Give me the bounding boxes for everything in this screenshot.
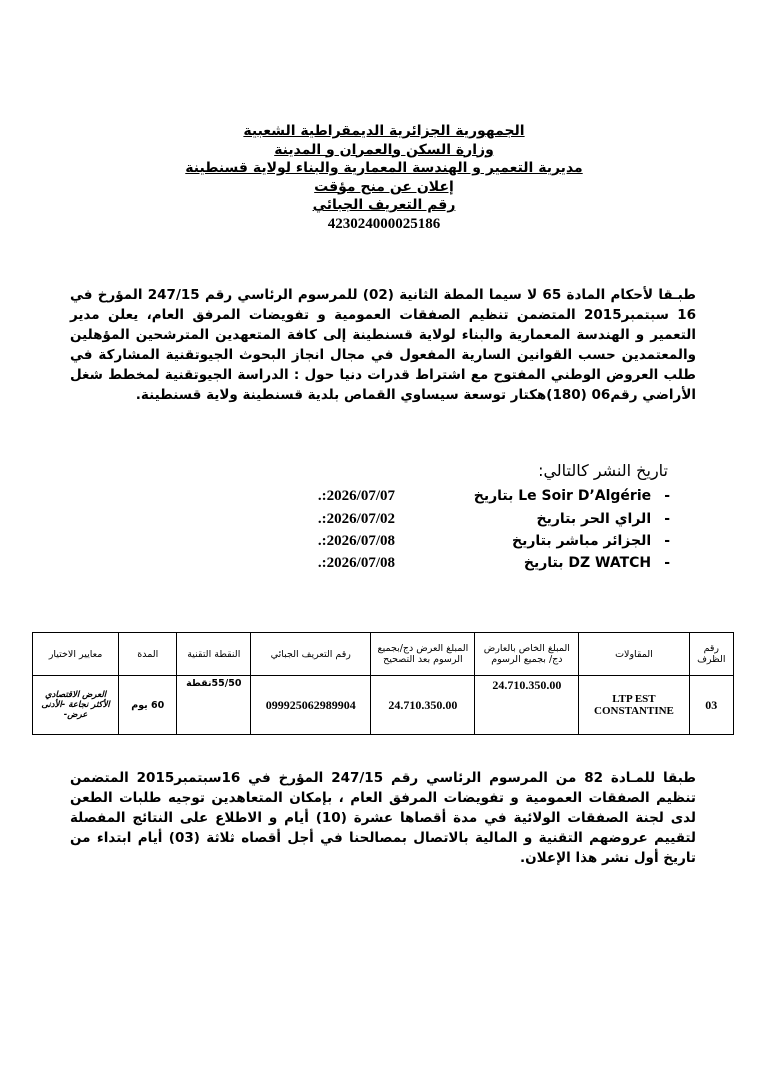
cell-contractor: LTP EST CONSTANTINE (579, 676, 689, 735)
document-header (0, 122, 768, 233)
newspaper-name: Le Soir D’Algérie بتاريخ (473, 488, 652, 504)
publication-date: 2026/07/08:. (317, 533, 395, 549)
publication-item (240, 555, 670, 571)
ministry-title: وزارة السكن والعمران و المدينة (274, 141, 494, 158)
header-corrected-amount: المبلغ العرض دج/بجميع الرسوم بعد التصحيح (371, 633, 475, 676)
republic-title: الجمهورية الجزائرية الديمقراطية الشعبية (243, 123, 525, 139)
cell-corrected-amount: 24.710.350.00 (371, 676, 475, 735)
closing-paragraph: طبقا للمـادة 82 من المرسوم الرئاسي رقم 247/15 المؤرخ في 16سبتمبر2015 المتضمن تنظيم الصفقات العمومية و تفويضات المرفق العام ، بإمكان المتعاهدين توجيه طلبات الطعن لدى لجنة الصفقات الولائية في مدة أقصاها عشرة (10) أيام و الاطلاع على النتائج المفصلة لتقييم عروضهم التقنية و المالية بالاتصال بمصالحنا في أجل أقصاه ثلاثة (03) أيام ابتداء من تاريخ أول نشر هذا الإعلان. (70, 770, 697, 866)
intro-paragraph: طبـقا لأحكام المادة 65 لا سيما المطة الثانية (02) للمرسوم الرئاسي رقم 247/15 المؤرخ في 16 سبتمبر2015 المتضمن تنظيم الصفقات العمومية و تفويضات المرفق العام، يعلن مدير التعمير و الهندسة المعمارية والبناء لولاية قسنطينة إلى كافة المتعهدين المترشحين المؤهلين والمعتمدين حسب القوانين السارية المفعول في مجال انجاز البحوث الجيوتقنية المشاركة في طلب العروض الوطني المفتوح مع اشتراط قدرات دنيا حول : الدراسة الجيوتقنية لمخطط شغل الأراضي رقم06 (180)هكتار توسعة سيساوي القماص بلدية قسنطينة ولاية قسنطينة. (70, 287, 696, 403)
tax-id-label: رقم التعريف الجبائي (312, 197, 456, 213)
publication-item (240, 488, 670, 504)
table-header-row (33, 633, 734, 676)
cell-lot: 03 (689, 676, 733, 735)
newspaper-name: الجزائر مباشر بتاريخ (512, 533, 652, 549)
publication-date: 2026/07/02:. (317, 511, 395, 527)
header-tax-id: رقم التعريف الجبائي (251, 633, 371, 676)
directorate-title: مديرية التعمير و الهندسة المعمارية والبناء لولاية قسنطينة (185, 160, 583, 176)
publication-item (240, 511, 670, 527)
results-table (32, 632, 734, 735)
header-technical-score: النقطة التقنية (177, 633, 251, 676)
notice-title: إعلان عن منح مؤقت (314, 178, 454, 195)
list-dash: - (664, 533, 670, 549)
publication-date: 2026/07/08:. (317, 555, 395, 571)
newspaper-name: الراي الحر بتاريخ (536, 511, 652, 527)
header-bid-amount: المبلغ الخاص بالعارض دج/ بجميع الرسوم (475, 633, 579, 676)
table-row (33, 676, 734, 735)
cell-technical-score: 55/50نقطة (177, 676, 251, 735)
list-dash: - (664, 555, 670, 571)
publication-date: 2026/07/07:. (317, 488, 395, 504)
header-duration: المدة (119, 633, 177, 676)
list-dash: - (664, 511, 670, 527)
header-lot: رقم الظرف (689, 633, 733, 676)
list-dash: - (664, 488, 670, 504)
cell-tax-id: 099925062989904 (251, 676, 371, 735)
newspaper-name: DZ WATCH بتاريخ (523, 555, 652, 571)
cell-duration: 60 يوم (119, 676, 177, 735)
header-contractor: المقاولات (579, 633, 689, 676)
header-criteria: معايير الاختيار (33, 633, 119, 676)
publication-heading: تاريخ النشر كالتالي: (538, 461, 668, 480)
publication-item (240, 533, 670, 549)
cell-bid-amount: 24.710.350.00 (475, 676, 579, 735)
tax-id-number: 423024000025186 (327, 215, 441, 232)
cell-criteria: العرض الاقتصادي الأكثر نجاعة -الأدنى عرض- (33, 676, 119, 735)
